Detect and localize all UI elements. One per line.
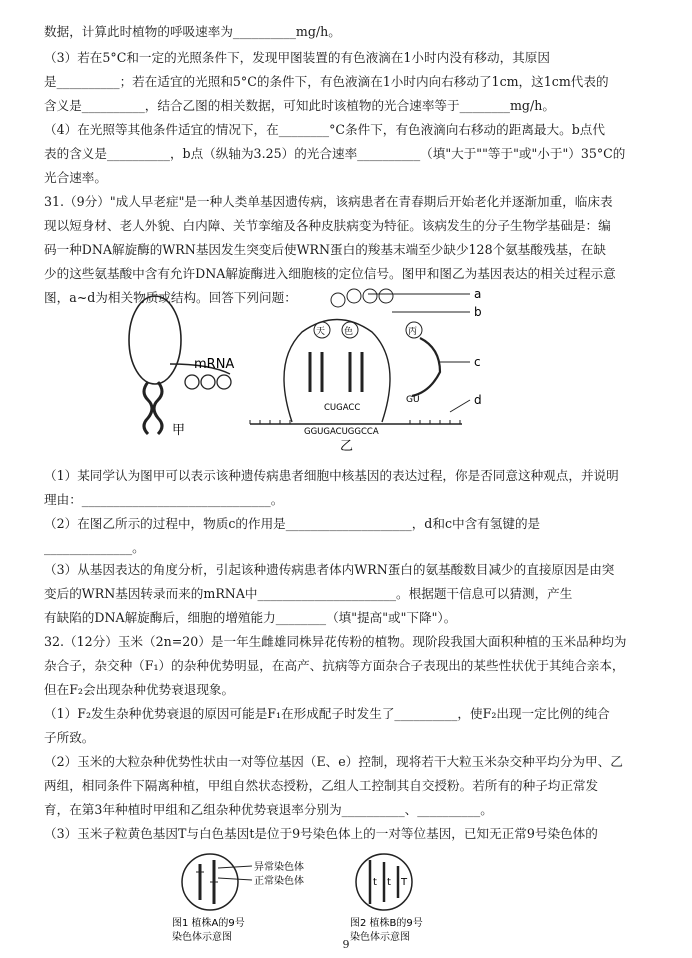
amino-acid-label: 天 (316, 327, 326, 337)
text-line: 育，在第3年种植时甲组和乙组杂种优势衰退率分别为__________、__________。 (44, 802, 493, 817)
text-line: 码一种DNA解旋酶的WRN基因发生突变后使WRN蛋白的羧基末端至少缺少128个氨基酸残基，在缺 (44, 242, 606, 257)
text-line: （1）F₂发生杂种优势衰退的原因可能是F₁在形成配子时发生了__________，使F₂出现一定比例的纯合 (44, 706, 610, 721)
gene-expression-figure (110, 282, 510, 452)
text-line: 理由：______________________________。 (44, 492, 284, 507)
label-d: d (474, 393, 482, 407)
label-c: c (474, 355, 481, 369)
text-line: 两组，相同条件下隔离种植，甲组自然状态授粉，乙组人工控制其自交授粉。若所有的种子均正常发 (44, 778, 599, 793)
text-line: 现以短身材、老人外貌、白内障、关节挛缩及各种皮肤病变为特征。该病发生的分子生物学基础是：编 (44, 218, 611, 233)
figure-2 (350, 854, 423, 943)
text-line: （2）在图乙所示的过程中，物质c的作用是____________________，d和c中含有氢键的是 (44, 516, 541, 531)
figure-1-caption: 图1 植株A的9号 (172, 918, 245, 929)
page-number: 9 (342, 938, 350, 951)
text-line: （4）在光照等其他条件适宜的情况下，在________°C条件下，有色液滴向右移动的距离最大。b点代 (44, 122, 605, 137)
label-a: a (474, 287, 482, 301)
mrna-label: mRNA (194, 357, 235, 372)
text-line: （3）从基因表达的角度分析，引起该种遗传病患者体内WRN蛋白的氨基酸数目减少的直接原因是由突 (44, 562, 615, 577)
codon-label: GGUGACUGGCCA (304, 427, 379, 437)
figure-2-caption: 图2 植株B的9号 (350, 918, 423, 929)
figure-jia (129, 296, 234, 438)
question-32-stem: 32.（12分）玉米（2n=20）是一年生雌雄同株异花传粉的植物。现阶段我国大面积种植的玉米品种均为 (44, 634, 627, 649)
text-line: 图，a~d为相关物质或结构。回答下列问题： (44, 290, 297, 305)
text-line: 含义是__________，结合乙图的相关数据，可知此时该植物的光合速率等于________mg/h。 (44, 98, 555, 113)
text-line: ______________。 (44, 540, 145, 555)
text-line: 少的这些氨基酸中含有允许DNA解旋酶进入细胞核的定位信号。图甲和图乙为基因表达的相关过程示意 (44, 266, 616, 281)
text-line: 有缺陷的DNA解旋酶后，细胞的增殖能力________（填"提高"或"下降"）。 (44, 610, 457, 625)
label-jia: 甲 (172, 423, 186, 438)
amino-acid-label: 色 (344, 327, 354, 337)
text-line: （2）玉米的大粒杂种优势性状由一对等位基因（E、e）控制，现将若干大粒玉米杂交种平均分为甲、乙 (44, 754, 623, 769)
text-line: （3）玉米子粒黄色基因T与白色基因t是位于9号染色体上的一对等位基因，已知无正常9号染色体的 (44, 826, 598, 841)
text-line: 杂合子，杂交种（F₁）的杂种优势明显，在高产、抗病等方面杂合子表现出的某些性状优于其纯合亲本， (44, 658, 625, 673)
text-line: 光合速率。 (44, 170, 107, 185)
allele-t-label: t (373, 877, 377, 888)
text-line: 数据，计算此时植物的呼吸速率为__________mg/h。 (44, 24, 341, 39)
figure-1 (172, 854, 304, 943)
allele-t-label: t (387, 877, 391, 888)
figure-yi (250, 287, 482, 452)
anticodon-label: CUGACC (324, 403, 361, 413)
figure-2-caption: 染色体示意图 (350, 932, 410, 943)
gu-label: GU (406, 395, 420, 405)
text-line: （3）若在5°C和一定的光照条件下，发现甲图装置的有色液滴在1小时内没有移动，其原因 (44, 50, 550, 65)
label-yi: 乙 (340, 439, 354, 452)
question-31-stem: 31.（9分）"成人早老症"是一种人类单基因遗传病，该病患者在青春期后开始老化并逐渐加重，临床表 (44, 194, 613, 209)
normal-chromosome-label: 正常染色体 (254, 876, 304, 887)
allele-T-label: T (401, 877, 408, 888)
text-line: 但在F₂会出现杂种优势衰退现象。 (44, 682, 235, 697)
text-line: （1）某同学认为图甲可以表示该种遗传病患者细胞中核基因的表达过程，你是否同意这种观点，并说明 (44, 468, 619, 483)
amino-acid-label: 丙 (408, 327, 418, 337)
label-b: b (474, 305, 482, 319)
figure-1-caption: 染色体示意图 (172, 932, 232, 943)
text-line: 子所致。 (44, 730, 95, 745)
abnormal-chromosome-label: 异常染色体 (254, 862, 304, 873)
text-line: 表的含义是__________，b点（纵轴为3.25）的光合速率__________（填"大于""等于"或"小于"）35°C的 (44, 146, 626, 161)
text-line: 变后的WRN基因转录而来的mRNA中______________________。根据题干信息可以猜测，产生 (44, 586, 573, 601)
text-line: 是__________；若在适宜的光照和5°C的条件下，有色液滴在1小时内向右移动了1cm，这1cm代表的 (44, 74, 609, 89)
